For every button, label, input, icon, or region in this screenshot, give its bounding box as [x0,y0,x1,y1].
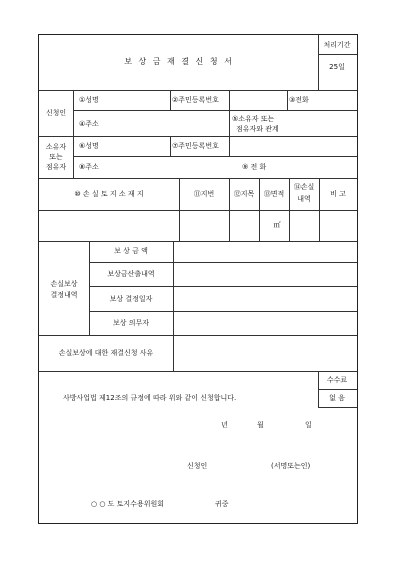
divider [173,241,174,371]
applicant-address-label: ④주소 [79,120,99,128]
applicant-label: 신청인 [45,109,67,117]
divider [170,90,171,110]
relation-label-line1: ⑤소유자 또는 [232,115,275,123]
reason-label: 손실보상에 대한 재결신청 사유 [58,349,154,357]
fee-label: 수수료 [326,376,348,384]
processing-period-value: 25일 [329,63,345,71]
owner-label-line2: 또는 [49,153,63,161]
owner-phone-label: ⑨ 전 화 [242,163,267,171]
compensation-adjudication-form [38,34,358,524]
owner-label-line1: 소유자 [45,143,67,151]
divider [39,90,357,91]
divider [319,178,320,241]
divider [89,286,357,287]
divider [89,262,357,263]
divider [287,90,288,110]
divider [318,54,357,55]
addressee: ○ ○ 도 토지수용위원회 [91,500,164,508]
form-title: 보 상 금 재 결 신 청 서 [124,57,234,66]
land-category-header: ⑫지목 [233,190,255,198]
date-day: 일 [305,421,312,429]
compensation-calc-label: 보상금산출내역 [107,270,155,278]
obligor-label: 보상 의무자 [112,319,150,327]
fee-value: 없 음 [329,394,345,402]
owner-address-label: ⑧주소 [79,163,99,171]
owner-rrn-label: ⑦주민등록번호 [172,142,219,150]
divider [39,210,357,211]
area-unit: ㎡ [273,221,281,229]
divider [318,389,357,390]
compensation-amount-label: 보 상 금 액 [114,247,148,255]
decision-date-label: 보상 결정일자 [109,295,153,303]
divider [89,311,357,312]
divider [318,35,319,90]
divider [289,178,290,241]
decision-label-line1: 손실보상 [50,280,78,288]
divider [229,178,230,241]
owner-name-label: ⑥성명 [79,142,99,150]
land-location-header: ⑩ 손 실 토 지 소 재 지 [74,190,144,198]
owner-label-line3: 점유자 [45,163,67,171]
divider [39,241,357,242]
applicant-signature-label: 신청인 [187,462,208,470]
divider [39,178,357,179]
divider [170,136,171,156]
decision-label-line2: 결정내역 [50,291,78,299]
divider [73,156,357,157]
addressee-suffix: 귀중 [215,500,229,508]
divider [318,407,357,408]
divider [179,178,180,241]
applicant-name-label: ①성명 [79,96,99,104]
application-statement: 사방사업법 제12조의 규정에 따라 위와 같이 신청합니다. [63,394,237,402]
loss-header-line2: 내역 [297,195,311,203]
loss-header-line1: ⑭손실 [293,183,315,191]
divider [39,371,357,372]
divider [259,178,260,241]
divider [73,90,74,178]
divider [73,110,357,111]
applicant-rrn-label: ②주민등록번호 [172,96,219,104]
lot-number-header: ⑪지번 [193,190,215,198]
divider [39,335,357,336]
divider [229,90,230,156]
date-year: 년 [221,421,228,429]
divider [318,371,319,407]
processing-period-label: 처리기간 [323,41,351,49]
divider [89,241,90,335]
applicant-phone-label: ③전화 [289,96,309,104]
remarks-header: 비 고 [330,190,346,198]
signature-note: (서명또는인) [271,462,311,470]
area-header: ⑬면적 [263,190,285,198]
date-month: 월 [257,421,264,429]
divider [39,136,357,137]
relation-label-line2: 점유자와 관계 [236,125,279,133]
